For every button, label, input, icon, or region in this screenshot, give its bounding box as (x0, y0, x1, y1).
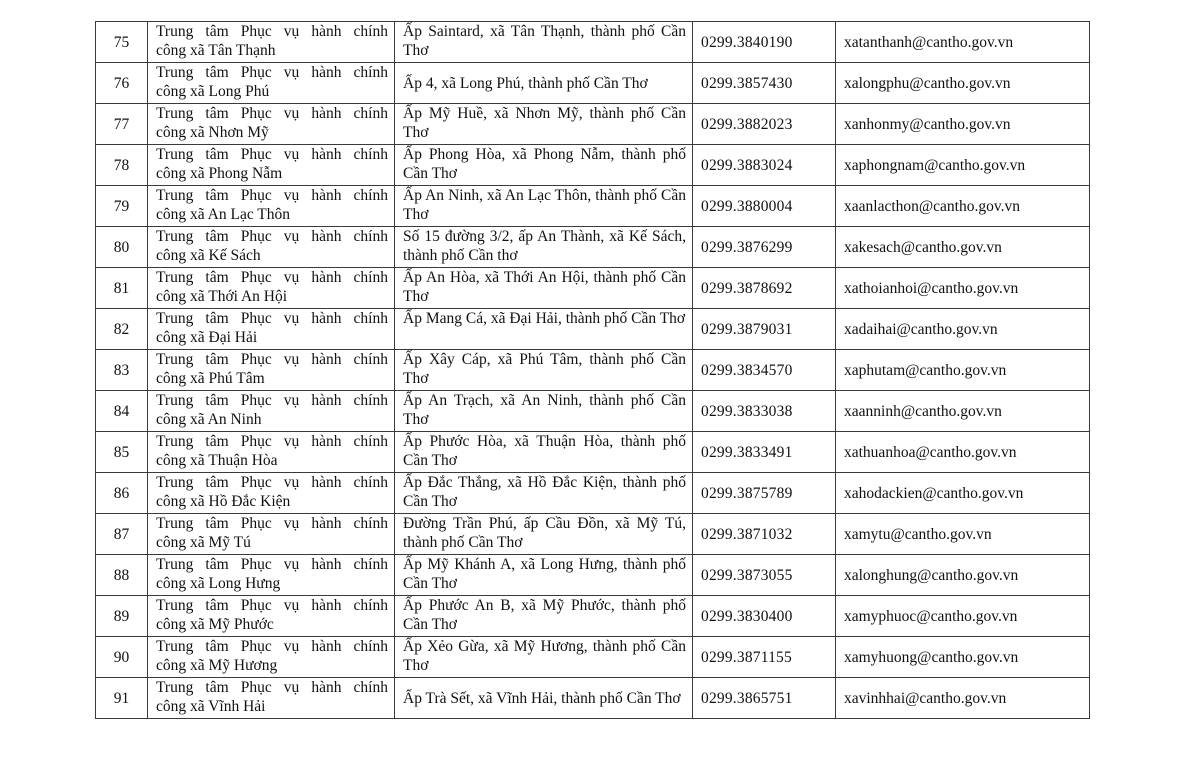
center-name-line2: công xã Đại Hải (156, 329, 258, 346)
row-number: 76 (96, 63, 148, 104)
address-cell: Ấp Phước An B, xã Mỹ Phước, thành phố Cần Thơ (395, 596, 693, 637)
center-name-line2: công xã Hồ Đắc Kiện (156, 493, 291, 510)
table-row (96, 186, 1090, 227)
center-name-line2: công xã Phong Nẫm (156, 165, 283, 182)
row-number: 88 (96, 555, 148, 596)
row-number: 77 (96, 104, 148, 145)
phone-cell: 0299.3865751 (693, 678, 836, 719)
email-cell: xamyhuong@cantho.gov.vn (836, 637, 1090, 678)
phone-cell: 0299.3878692 (693, 268, 836, 309)
email-cell: xaphutam@cantho.gov.vn (836, 350, 1090, 391)
center-name-line1: Trung tâm Phục vụ hành chính (156, 23, 388, 40)
email-cell: xahodackien@cantho.gov.vn (836, 473, 1090, 514)
table-row (96, 227, 1090, 268)
table-row (96, 514, 1090, 555)
phone-cell: 0299.3871032 (693, 514, 836, 555)
table-row (96, 555, 1090, 596)
center-name-line1: Trung tâm Phục vụ hành chính (156, 556, 388, 573)
phone-cell: 0299.3876299 (693, 227, 836, 268)
phone-cell: 0299.3840190 (693, 22, 836, 63)
email-cell: xakesach@cantho.gov.vn (836, 227, 1090, 268)
address-cell: Ấp Mỹ Khánh A, xã Long Hưng, thành phố Cần Thơ (395, 555, 693, 596)
center-name-line2: công xã Tân Thạnh (156, 42, 276, 59)
center-name-cell (148, 104, 395, 145)
center-name-cell (148, 555, 395, 596)
center-name-line2: công xã Kế Sách (156, 247, 261, 264)
table-row (96, 391, 1090, 432)
center-name-cell (148, 22, 395, 63)
center-name-cell (148, 186, 395, 227)
address-cell: Số 15 đường 3/2, ấp An Thành, xã Kế Sách, thành phố Cần thơ (395, 227, 693, 268)
center-name-cell (148, 145, 395, 186)
center-name-line2: công xã An Lạc Thôn (156, 206, 291, 223)
center-name-line1: Trung tâm Phục vụ hành chính (156, 638, 388, 655)
row-number: 89 (96, 596, 148, 637)
admin-centers-table (95, 21, 1090, 719)
center-name-line1: Trung tâm Phục vụ hành chính (156, 64, 388, 81)
center-name-line2: công xã Mỹ Hương (156, 657, 278, 674)
center-name-line2: công xã Thuận Hòa (156, 452, 278, 469)
row-number: 75 (96, 22, 148, 63)
table-row (96, 104, 1090, 145)
row-number: 91 (96, 678, 148, 719)
address-cell: Ấp Mang Cá, xã Đại Hải, thành phố Cần Thơ (395, 309, 693, 350)
table-row (96, 473, 1090, 514)
table-row (96, 596, 1090, 637)
table-row (96, 309, 1090, 350)
center-name-cell (148, 391, 395, 432)
email-cell: xavinhhai@cantho.gov.vn (836, 678, 1090, 719)
address-cell: Ấp Đắc Thắng, xã Hồ Đắc Kiện, thành phố Cần Thơ (395, 473, 693, 514)
center-name-line1: Trung tâm Phục vụ hành chính (156, 105, 388, 122)
center-name-cell (148, 678, 395, 719)
center-name-cell (148, 227, 395, 268)
center-name-line1: Trung tâm Phục vụ hành chính (156, 310, 388, 327)
email-cell: xamyphuoc@cantho.gov.vn (836, 596, 1090, 637)
row-number: 84 (96, 391, 148, 432)
address-cell: Ấp Saintard, xã Tân Thạnh, thành phố Cần Thơ (395, 22, 693, 63)
address-cell: Ấp An Trạch, xã An Ninh, thành phố Cần Thơ (395, 391, 693, 432)
table-body (96, 22, 1090, 719)
table-row (96, 63, 1090, 104)
table-row (96, 432, 1090, 473)
center-name-line2: công xã Mỹ Tú (156, 534, 251, 551)
address-cell: Ấp Xẻo Gừa, xã Mỹ Hương, thành phố Cần Thơ (395, 637, 693, 678)
row-number: 81 (96, 268, 148, 309)
email-cell: xanhonmy@cantho.gov.vn (836, 104, 1090, 145)
address-cell: Ấp Mỹ Huề, xã Nhơn Mỹ, thành phố Cần Thơ (395, 104, 693, 145)
email-cell: xalonghung@cantho.gov.vn (836, 555, 1090, 596)
center-name-line1: Trung tâm Phục vụ hành chính (156, 679, 388, 696)
center-name-line2: công xã An Ninh (156, 411, 262, 428)
center-name-line1: Trung tâm Phục vụ hành chính (156, 433, 388, 450)
table-row (96, 637, 1090, 678)
center-name-line1: Trung tâm Phục vụ hành chính (156, 269, 388, 286)
table-row (96, 678, 1090, 719)
address-cell: Ấp Phong Hòa, xã Phong Nẫm, thành phố Cần Thơ (395, 145, 693, 186)
table-row (96, 350, 1090, 391)
table-row (96, 145, 1090, 186)
center-name-cell (148, 432, 395, 473)
center-name-line2: công xã Long Hưng (156, 575, 281, 592)
center-name-line2: công xã Vĩnh Hải (156, 698, 266, 715)
row-number: 90 (96, 637, 148, 678)
email-cell: xamytu@cantho.gov.vn (836, 514, 1090, 555)
center-name-cell (148, 63, 395, 104)
address-cell: Ấp An Hòa, xã Thới An Hội, thành phố Cần Thơ (395, 268, 693, 309)
center-name-line1: Trung tâm Phục vụ hành chính (156, 187, 388, 204)
phone-cell: 0299.3875789 (693, 473, 836, 514)
row-number: 79 (96, 186, 148, 227)
center-name-line1: Trung tâm Phục vụ hành chính (156, 392, 388, 409)
center-name-cell (148, 514, 395, 555)
center-name-line1: Trung tâm Phục vụ hành chính (156, 597, 388, 614)
email-cell: xatanthanh@cantho.gov.vn (836, 22, 1090, 63)
row-number: 83 (96, 350, 148, 391)
email-cell: xalongphu@cantho.gov.vn (836, 63, 1090, 104)
row-number: 78 (96, 145, 148, 186)
center-name-line2: công xã Phú Tâm (156, 370, 265, 387)
email-cell: xaanlacthon@cantho.gov.vn (836, 186, 1090, 227)
center-name-line1: Trung tâm Phục vụ hành chính (156, 351, 388, 368)
center-name-line1: Trung tâm Phục vụ hành chính (156, 515, 388, 532)
row-number: 86 (96, 473, 148, 514)
center-name-line2: công xã Nhơn Mỹ (156, 124, 269, 141)
phone-cell: 0299.3873055 (693, 555, 836, 596)
phone-cell: 0299.3880004 (693, 186, 836, 227)
row-number: 82 (96, 309, 148, 350)
phone-cell: 0299.3857430 (693, 63, 836, 104)
phone-cell: 0299.3834570 (693, 350, 836, 391)
phone-cell: 0299.3871155 (693, 637, 836, 678)
address-cell: Ấp 4, xã Long Phú, thành phố Cần Thơ (395, 63, 693, 104)
center-name-cell (148, 637, 395, 678)
center-name-line1: Trung tâm Phục vụ hành chính (156, 228, 388, 245)
table-row (96, 268, 1090, 309)
address-cell: Ấp Xây Cáp, xã Phú Tâm, thành phố Cần Thơ (395, 350, 693, 391)
email-cell: xathoianhoi@cantho.gov.vn (836, 268, 1090, 309)
email-cell: xadaihai@cantho.gov.vn (836, 309, 1090, 350)
center-name-cell (148, 596, 395, 637)
center-name-cell (148, 309, 395, 350)
phone-cell: 0299.3833491 (693, 432, 836, 473)
center-name-line2: công xã Mỹ Phước (156, 616, 274, 633)
center-name-cell (148, 268, 395, 309)
phone-cell: 0299.3883024 (693, 145, 836, 186)
row-number: 80 (96, 227, 148, 268)
table-row (96, 22, 1090, 63)
address-cell: Ấp Trà Sết, xã Vĩnh Hải, thành phố Cần Thơ (395, 678, 693, 719)
center-name-cell (148, 350, 395, 391)
row-number: 85 (96, 432, 148, 473)
center-name-line2: công xã Thới An Hội (156, 288, 288, 305)
email-cell: xaanninh@cantho.gov.vn (836, 391, 1090, 432)
center-name-line1: Trung tâm Phục vụ hành chính (156, 146, 388, 163)
phone-cell: 0299.3833038 (693, 391, 836, 432)
email-cell: xathuanhoa@cantho.gov.vn (836, 432, 1090, 473)
phone-cell: 0299.3879031 (693, 309, 836, 350)
center-name-line1: Trung tâm Phục vụ hành chính (156, 474, 388, 491)
address-cell: Ấp Phước Hòa, xã Thuận Hòa, thành phố Cần Thơ (395, 432, 693, 473)
address-cell: Đường Trần Phú, ấp Cầu Đồn, xã Mỹ Tú, thành phố Cần Thơ (395, 514, 693, 555)
center-name-line2: công xã Long Phú (156, 83, 270, 100)
center-name-cell (148, 473, 395, 514)
phone-cell: 0299.3830400 (693, 596, 836, 637)
email-cell: xaphongnam@cantho.gov.vn (836, 145, 1090, 186)
address-cell: Ấp An Ninh, xã An Lạc Thôn, thành phố Cần Thơ (395, 186, 693, 227)
row-number: 87 (96, 514, 148, 555)
phone-cell: 0299.3882023 (693, 104, 836, 145)
